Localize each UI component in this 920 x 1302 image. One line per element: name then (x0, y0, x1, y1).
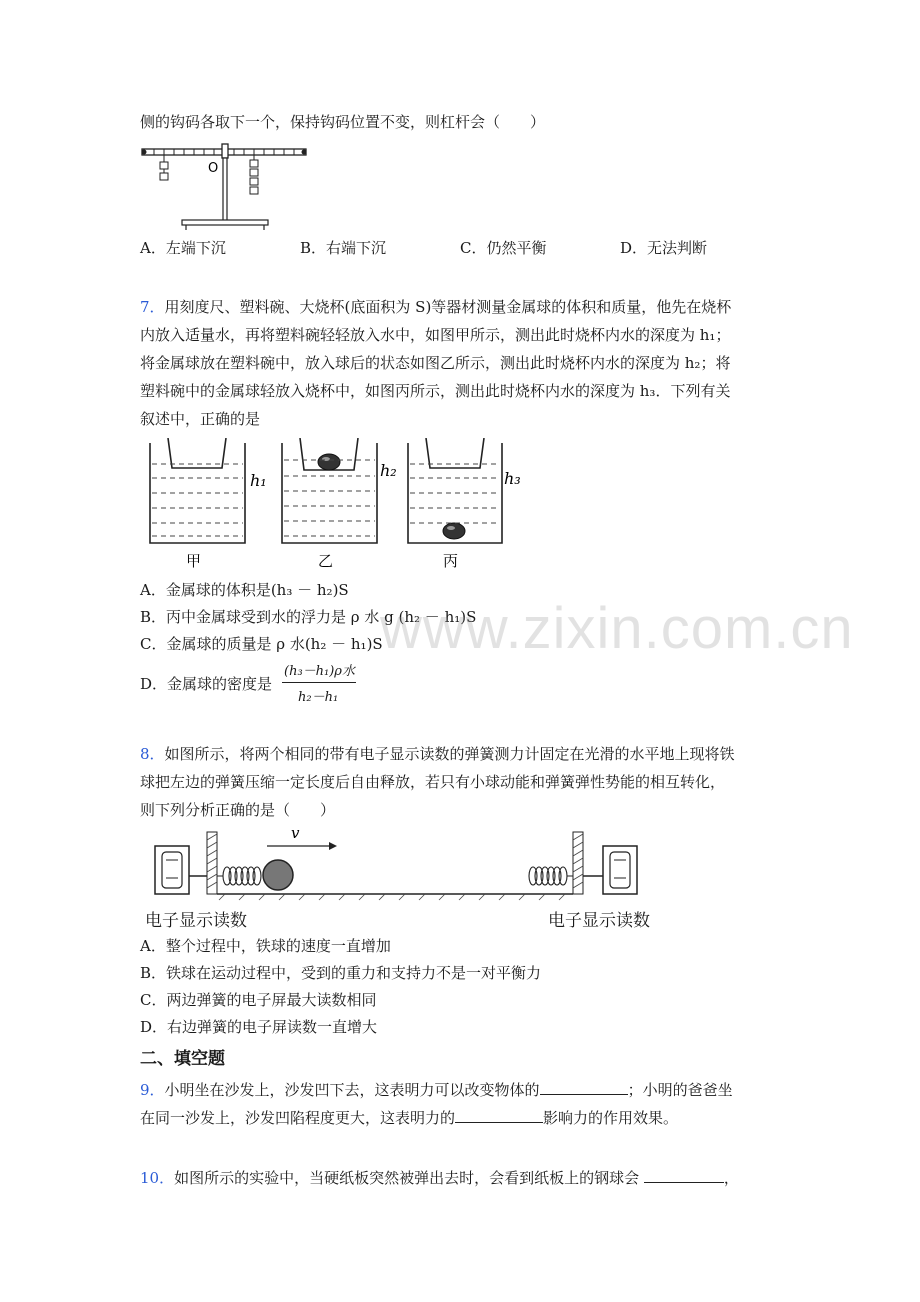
q7-option-d: D．金属球的密度是 (140, 675, 273, 693)
q10-line-1: 10．如图所示的实验中，当硬纸板突然被弹出去时，会看到纸板上的钢球会 ， (140, 1166, 739, 1188)
q9-blank-2[interactable] (455, 1106, 543, 1123)
beaker-bing (408, 438, 521, 570)
display-label-right: 电子显示读数 (548, 911, 650, 931)
q6-intro: 侧的钩码各取下一个，保持钩码位置不变，则杠杆会（ ） (140, 113, 546, 131)
velocity-label: v (291, 824, 300, 842)
q10-blank-1[interactable] (644, 1166, 724, 1183)
fulcrum-label: O (208, 161, 219, 176)
section-title: 二、填空题 (140, 1049, 225, 1069)
q9-line-2: 在同一沙发上，沙发凹陷程度更大，这表明力的 影响力的作用效果。 (140, 1106, 678, 1128)
q7-line-2: 内放入适量水，再将塑料碗轻轻放入水中，如图甲所示，测出此时烧杯内水的深度为 h₁； (140, 326, 731, 344)
figure-label-jia: 甲 (186, 552, 202, 570)
q8-line-1: 8．如图所示，将两个相同的带有电子显示读数的弹簧测力计固定在光滑的水平地上现将铁 (140, 745, 735, 763)
q7-option-c: C．金属球的质量是 ρ 水(h₂ － h₁)S (140, 635, 383, 653)
q9-blank-1[interactable] (540, 1078, 628, 1095)
figure-label-bing: 丙 (443, 552, 459, 570)
q6-option-c: C．仍然平衡 (460, 239, 547, 257)
h3-label: h₃ (504, 469, 521, 488)
beaker-yi (282, 438, 397, 570)
fraction-bar (282, 682, 356, 683)
display-label-left: 电子显示读数 (145, 911, 247, 931)
q6-option-d: D．无法判断 (620, 239, 708, 257)
figure-label-yi: 乙 (318, 552, 334, 570)
beaker-jia (150, 438, 267, 570)
beaker-figures (140, 438, 540, 573)
density-numerator: (h₃－h₁)ρ水 (284, 664, 355, 679)
q8-option-c: C．两边弹簧的电子屏最大读数相同 (140, 991, 377, 1009)
h2-label: h₂ (380, 461, 397, 480)
q8-line-3: 则下列分析正确的是（ ） (140, 801, 336, 819)
density-denominator: h₂－h₁ (298, 690, 339, 705)
q6-option-b: B．右端下沉 (300, 239, 387, 257)
q8-line-2: 球把左边的弹簧压缩一定长度后自由释放，若只有小球动能和弹簧弹性势能的相互转化， (140, 773, 726, 791)
q7-line-1: 7．用刻度尺、塑料碗、大烧杯(底面积为 S)等器材测量金属球的体积和质量，他先在烧杯 (140, 298, 732, 316)
q6-option-a: A．左端下沉 (140, 239, 226, 257)
q7-line-3: 将金属球放在塑料碗中，放入球后的状态如图乙所示，测出此时烧杯内水的深度为 h₂；将 (140, 354, 731, 372)
q7-line-4: 塑料碗中的金属球轻放入烧杯中，如图丙所示，测出此时烧杯内水的深度为 h₃．下列有关 (140, 382, 731, 400)
h1-label: h₁ (250, 471, 267, 490)
q8-option-b: B．铁球在运动过程中，受到的重力和支持力不是一对平衡力 (140, 964, 542, 982)
q7-line-5: 叙述中，正确的是 (140, 410, 261, 428)
q9-line-1: 9．小明坐在沙发上，沙发凹下去，这表明力可以改变物体的 ；小明的爸爸坐 (140, 1078, 733, 1100)
q7-option-b: B．丙中金属球受到水的浮力是 ρ 水 g (h₂ － h₁)S (140, 608, 477, 626)
q8-option-d: D．右边弹簧的电子屏读数一直增大 (140, 1018, 378, 1036)
lever-figure (140, 140, 310, 232)
q8-option-a: A．整个过程中，铁球的速度一直增加 (140, 937, 391, 955)
q7-option-a: A．金属球的体积是(h₃ － h₂)S (140, 581, 349, 599)
watermark: www.zixin.com.cn (380, 596, 854, 661)
